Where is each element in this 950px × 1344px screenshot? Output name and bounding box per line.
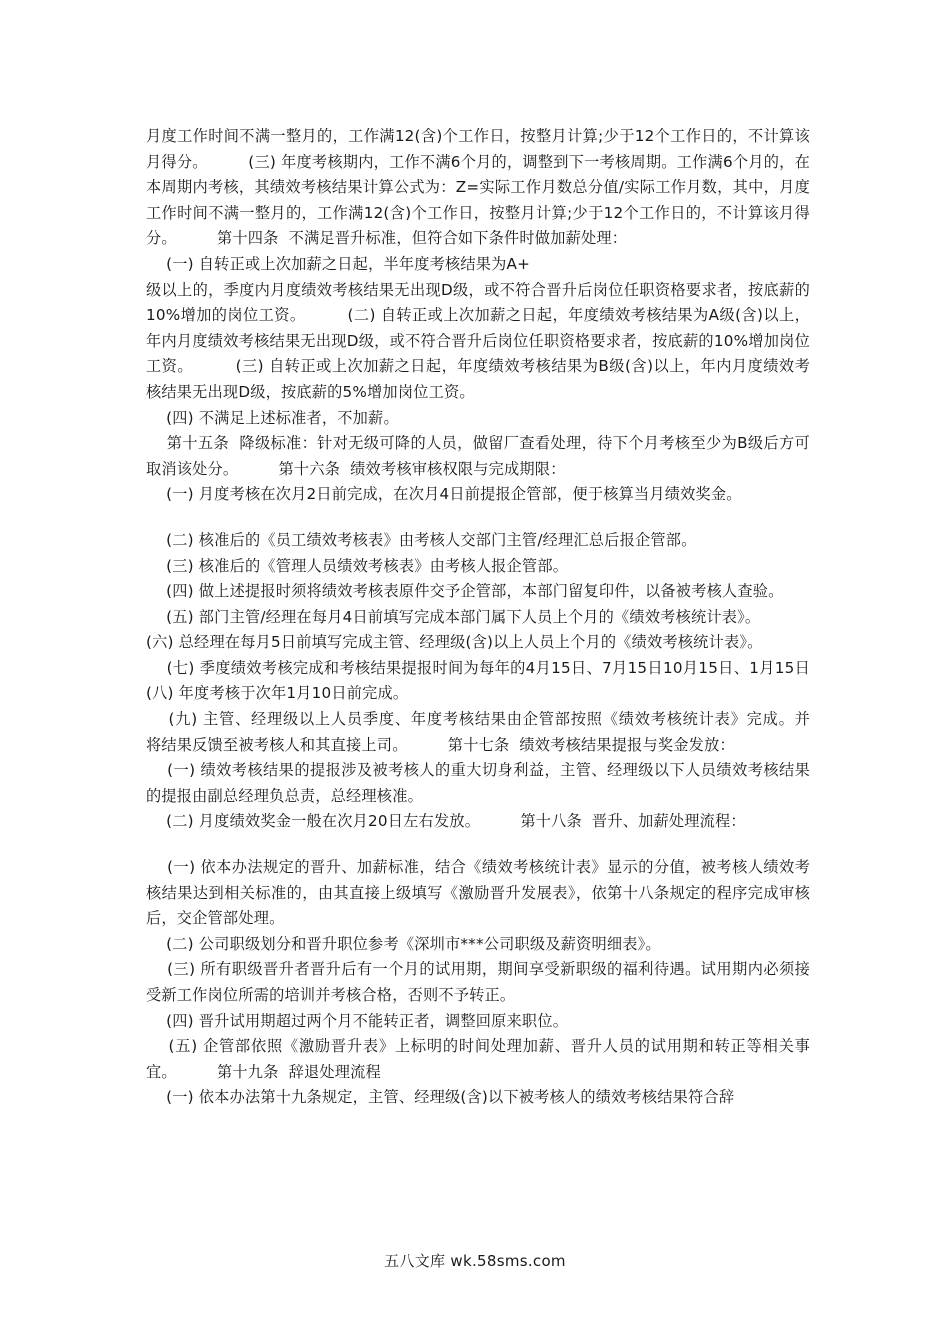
paragraph-15: (一) 绩效考核结果的提报涉及被考核人的重大切身利益，主管、经理级以下人员绩效考核结果的提报由副总经理负总责，总经理核准。 [146, 761, 810, 805]
paragraph-19: (二) 公司职级划分和晋升职位参考《深圳市***公司职级及薪资明细表》。 [146, 934, 661, 953]
paragraph-8: (二) 核准后的《员工绩效考核表》由考核人交部门主管/经理汇总后报企管部。 [146, 530, 697, 549]
paragraph-6: (一) 月度考核在次月2日前完成，在次月4日前提报企管部，便于核算当月绩效奖金。 [146, 485, 742, 504]
paragraph-21: (四) 晋升试用期超过两个月不能转正者，调整回原来职位。 [146, 1011, 569, 1030]
blank-line [146, 835, 810, 855]
paragraph-11: (五) 部门主管/经理在每月4日前填写完成本部门属下人员上个月的《绩效考核统计表》。 [146, 607, 761, 626]
paragraph-12: (六) 总经理在每月5日前填写完成主管、经理级(含)以上人员上个月的《绩效考核统计表》。 [146, 633, 763, 652]
paragraph-13: (七) 季度绩效考核完成和考核结果提报时间为每年的4月15日、7月15日10月15日、1月15日 (八) 年度考核于次年1月10日前完成。 [146, 658, 851, 703]
paragraph-2: (一) 自转正或上次加薪之日起，半年度考核结果为A+ [146, 254, 531, 273]
paragraph-4: (四) 不满足上述标准者，不加薪。 [146, 408, 399, 427]
document-body [146, 124, 851, 1111]
paragraph-9: (三) 核准后的《管理人员绩效考核表》由考核人报企管部。 [146, 556, 569, 575]
paragraph-1: 月度工作时间不满一整月的，工作满12(含)个工作日，按整月计算;少于12个工作日的，不计算该月得分。 (三) 年度考核期内，工作不满6个月的，调整到下一考核周期。工作满6个月的，在本周期内考核，其绩效考核结果计算公式为：Z=实际工作月数总分值/实际工作月数，其中，月度工作时间不满一整月的，工作满12(含)个工作日，按整月计算;少于12个工作日的，不计算该月得分。 第十四条 不满足晋升标准，但符合如下条件时做加薪处理： [146, 127, 810, 248]
paragraph-22: (五) 企管部依照《激励晋升表》上标明的时间处理加薪、晋升人员的试用期和转正等相关事宜。 第十九条 辞退处理流程 [146, 1037, 810, 1081]
paragraph-20: (三) 所有职级晋升者晋升后有一个月的试用期，期间享受新职级的福利待遇。试用期内必须接受新工作岗位所需的培训并考核合格，否则不予转正。 [146, 960, 810, 1004]
blank-line [146, 508, 810, 528]
paragraph-18: (一) 依本办法规定的晋升、加薪标准，结合《绩效考核统计表》显示的分值，被考核人绩效考核结果达到相关标准的，由其直接上级填写《激励晋升发展表》，依第十八条规定的程序完成审核后，交企管部处理。 [146, 858, 810, 928]
paragraph-3: 级以上的，季度内月度绩效考核结果无出现D级，或不符合晋升后岗位任职资格要求者，按底薪的10%增加的岗位工资。 (二) 自转正或上次加薪之日起，年度绩效考核结果为A级(含)以上，年内月度绩效考核结果无出现D级，或不符合晋升后岗位任职资格要求者，按底薪的10%增加岗位工资。 (三) 自转正或上次加薪之日起，年度绩效考核结果为B级(含)以上，年内月度绩效考核结果无出现D级，按底薪的5%增加岗位工资。 [146, 280, 810, 401]
footer-watermark: 五八文库 wk.58sms.com [384, 1252, 566, 1270]
paragraph-14: (九) 主管、经理级以上人员季度、年度考核结果由企管部按照《绩效考核统计表》完成。并 将结果反馈至被考核人和其直接上司。 第十七条 绩效考核结果提报与奖金发放： [146, 710, 851, 754]
paragraph-10: (四) 做上述提报时须将绩效考核表原件交予企管部，本部门留复印件，以备被考核人查验。 [146, 582, 784, 601]
paragraph-5: 第十五条 降级标准：针对无级可降的人员，做留厂查看处理，待下个月考核至少为B级后方可取消该处分。 第十六条 绩效考核审核权限与完成期限： [146, 434, 810, 478]
paragraph-16: (二) 月度绩效奖金一般在次月20日左右发放。 第十八条 晋升、加薪处理流程： [146, 812, 746, 831]
paragraph-23: (一) 依本办法第十九条规定，主管、经理级(含)以下被考核人的绩效考核结果符合辞 [146, 1088, 735, 1107]
